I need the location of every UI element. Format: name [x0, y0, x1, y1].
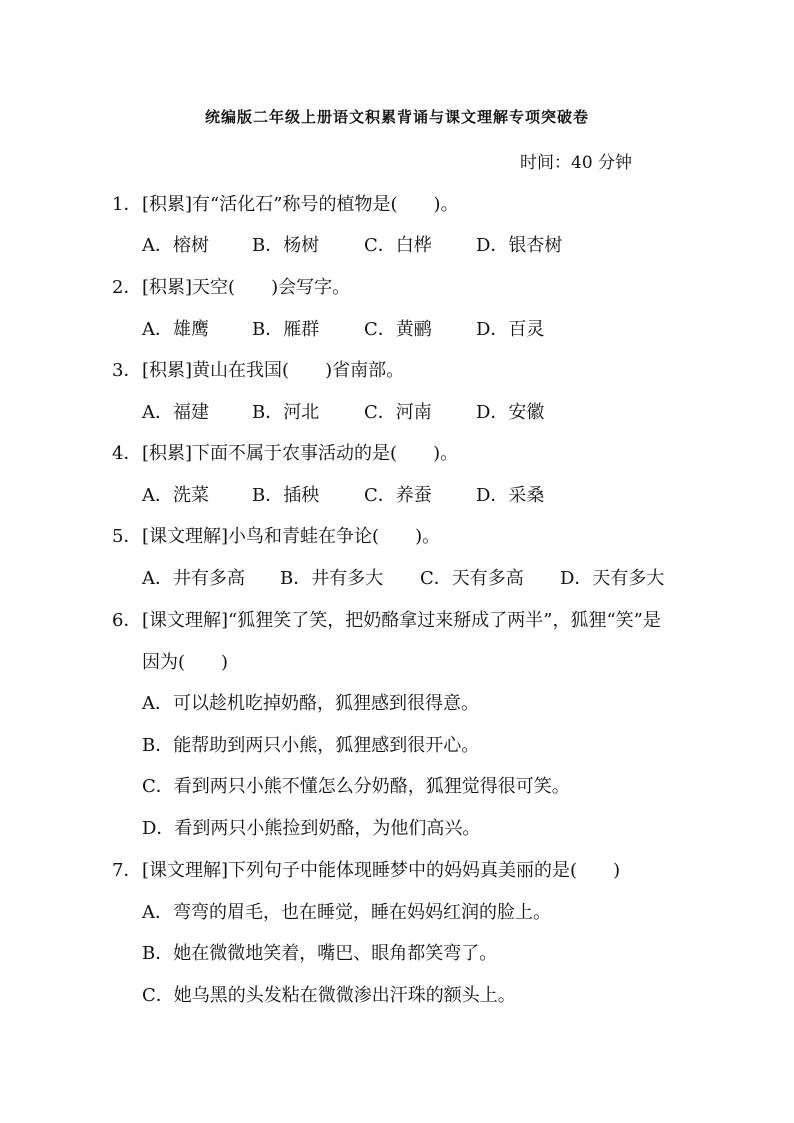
option-a: A．福建	[142, 402, 209, 423]
option-d: D．天有多大	[560, 568, 665, 589]
question-6-continuation: 因为( )	[142, 652, 229, 673]
option-c: C．黄鹂	[364, 319, 432, 340]
option-b: B．杨树	[252, 235, 320, 256]
option-a: A．井有多高	[142, 568, 245, 589]
option-a: A．可以趁机吃掉奶酪，狐狸感到很得意。	[142, 693, 479, 714]
question-text: [课文理解]小鸟和青蛙在争论( )。	[142, 526, 441, 547]
option-b: B．河北	[252, 402, 320, 423]
option-a: A．榕树	[142, 235, 209, 256]
option-b: B．能帮助到两只小熊，狐狸感到很开心。	[142, 735, 480, 756]
option-c: C．天有多高	[420, 568, 524, 589]
question-number: 1．	[112, 194, 142, 215]
option-c: C．看到两只小熊不懂怎么分奶酪，狐狸觉得很可笑。	[142, 776, 570, 797]
question-number: 2．	[112, 277, 142, 298]
question-number: 4．	[112, 443, 142, 464]
question-7	[112, 856, 620, 882]
question-text: [积累]有“活化石”称号的植物是( )。	[142, 194, 459, 215]
option-b: B．雁群	[252, 319, 320, 340]
question-4	[112, 439, 458, 465]
question-3	[112, 356, 404, 382]
question-number: 6．	[112, 610, 142, 631]
option-b: B．她在微微地笑着，嘴巴、眼角都笑弯了。	[142, 943, 498, 964]
option-b: B．插秧	[252, 485, 320, 506]
question-text: [积累]天空( )会写字。	[142, 277, 351, 298]
option-a: A．雄鹰	[142, 319, 209, 340]
option-d: D．百灵	[476, 319, 545, 340]
question-text: [积累]下面不属于农事活动的是( )。	[142, 443, 459, 464]
option-a: A．洗菜	[142, 485, 209, 506]
question-text: [课文理解]下列句子中能体现睡梦中的妈妈真美丽的是( )	[142, 860, 621, 881]
option-d: D．看到两只小熊捡到奶酪，为他们高兴。	[142, 818, 481, 839]
question-text: [课文理解]“狐狸笑了笑，把奶酪拿过来掰成了两半”，狐狸“笑”是	[142, 610, 661, 631]
question-text: [积累]黄山在我国( )省南部。	[142, 360, 405, 381]
question-2	[112, 273, 350, 299]
question-5	[112, 522, 440, 548]
question-1	[112, 190, 459, 216]
question-number: 5．	[112, 526, 142, 547]
option-b: B．井有多大	[280, 568, 384, 589]
option-c: C．养蚕	[364, 485, 432, 506]
option-d: D．银杏树	[476, 235, 563, 256]
option-d: D．采桑	[476, 485, 545, 506]
question-number: 3．	[112, 360, 142, 381]
option-d: D．安徽	[476, 402, 545, 423]
option-a: A．弯弯的眉毛，也在睡觉，睡在妈妈红润的脸上。	[142, 902, 551, 923]
question-6	[112, 606, 661, 632]
question-number: 7．	[112, 860, 142, 881]
option-c: C．白桦	[364, 235, 432, 256]
page-title: 统编版二年级上册语文积累背诵与课文理解专项突破卷	[204, 108, 589, 126]
option-c: C．她乌黑的头发粘在微微渗出汗珠的额头上。	[142, 985, 516, 1006]
option-c: C．河南	[364, 402, 432, 423]
time-limit: 时间：40 分钟	[520, 153, 633, 173]
